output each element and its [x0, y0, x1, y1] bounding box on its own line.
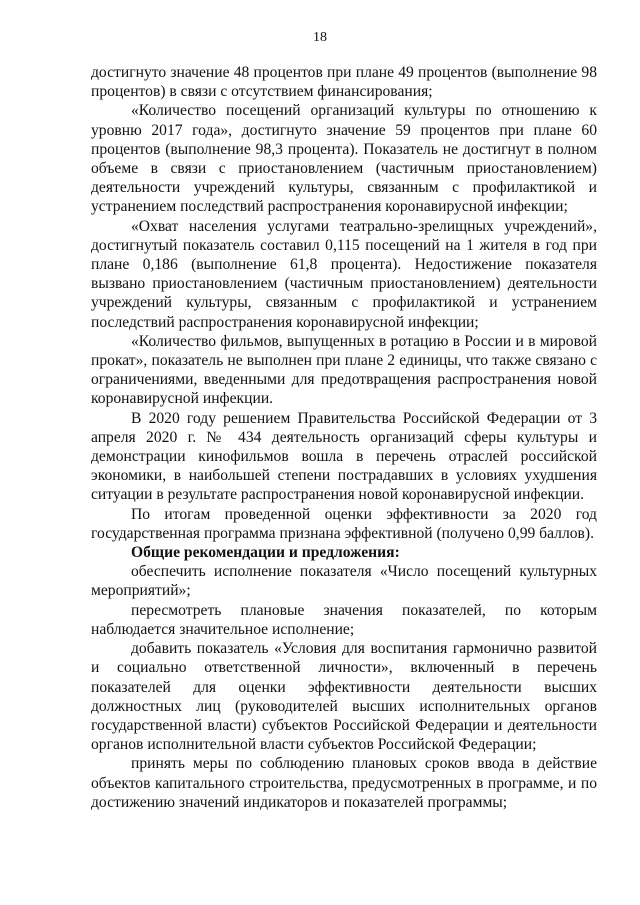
paragraph: «Количество посещений организаций культуры по отношению к уровню 2017 года», достигнуто значение 59 процентов при плане 60 процентов (выполнение 98,3 процента). Показатель не достигнут в полном объеме в связи с приостановлением (частичным приостановлением) деятельности учреждений культуры, связанным с профилактикой и устранением последствий распространения коронавирусной инфекции; [91, 102, 597, 216]
page-number: 18 [313, 30, 327, 45]
section-heading: Общие рекомендации и предложения: [131, 544, 400, 562]
paragraph: По итогам проведенной оценки эффективности за 2020 год государственная программа признана эффективной (получено 0,99 баллов). [91, 505, 597, 542]
paragraph: пересмотреть плановые значения показателей, по которым наблюдается значительное исполнение; [91, 601, 597, 638]
paragraph: обеспечить исполнение показателя «Число посещений культурных мероприятий»; [91, 563, 597, 600]
paragraph: В 2020 году решением Правительства Российской Федерации от 3 апреля 2020 г. № 434 деятельность организаций сферы культуры и демонстрации кинофильмов вошла в перечень отраслей российской экономики, в наибольшей степени пострадавших в условиях ухудшения ситуации в результате распространения новой коронавирусной инфекции. [91, 409, 597, 504]
document-body [91, 63, 597, 812]
paragraph: «Количество фильмов, выпущенных в ротацию в России и в мировой прокат», показатель не выполнен при плане 2 единицы, что также связано с ограничениями, введенными для предотвращения распространения новой коронавирусной инфекции. [91, 332, 597, 408]
paragraph: достигнуто значение 48 процентов при плане 49 процентов (выполнение 98 процентов) в связи с отсутствием финансирования; [91, 64, 597, 101]
paragraph: добавить показатель «Условия для воспитания гармонично развитой и социально ответственной личности», включенный в перечень показателей для оценки эффективности деятельности высших должностных лиц (руководителей высших исполнительных органов государственной власти) субъектов Российской Федерации и деятельности органов исполнительной власти субъектов Российской Федерации; [91, 640, 597, 754]
paragraph: принять меры по соблюдению плановых сроков ввода в действие объектов капитального строительства, предусмотренных в программе, и по достижению значений индикаторов и показателей программы; [91, 755, 597, 811]
paragraph: «Охват населения услугами театрально-зрелищных учреждений», достигнутый показатель составил 0,115 посещений на 1 жителя в год при плане 0,186 (выполнение 61,8 процента). Недостижение показателя вызвано приостановлением (частичным приостановлением) деятельности учреждений культуры, связанным с профилактикой и устранением последствий распространения коронавирусной инфекции; [91, 217, 597, 331]
